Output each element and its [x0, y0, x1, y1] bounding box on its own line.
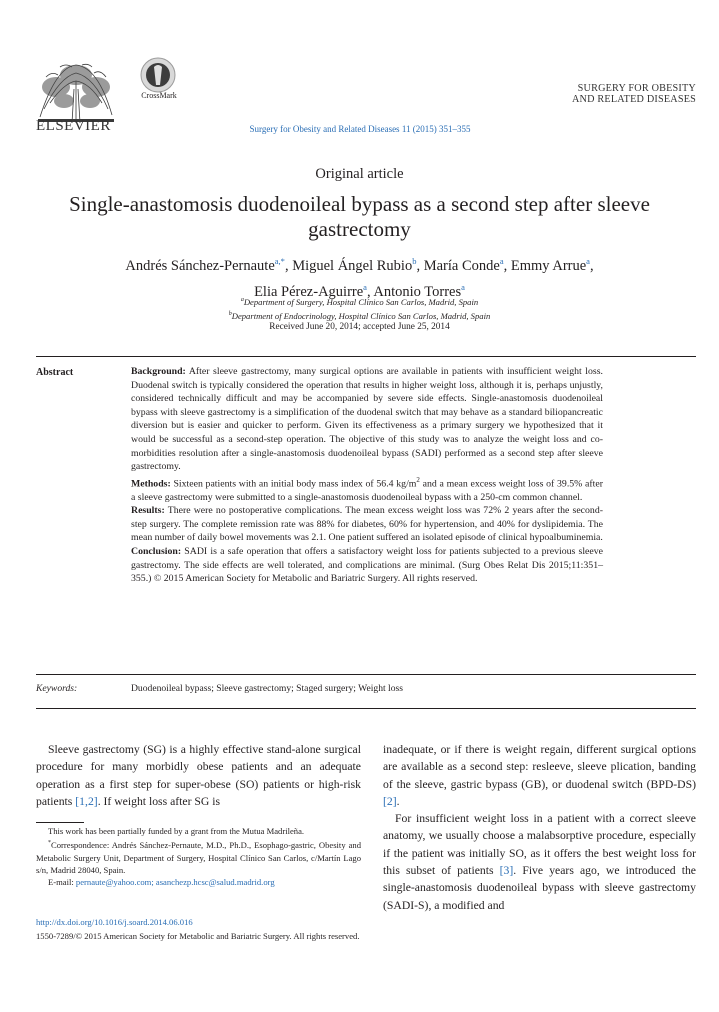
author-separator: ,	[416, 257, 424, 274]
author-name: Miguel Ángel Rubio	[292, 257, 413, 274]
body-paragraph	[383, 741, 696, 810]
reference-link[interactable]: [2]	[383, 794, 397, 808]
results-label: Results:	[131, 505, 165, 517]
background-label: Background:	[131, 366, 186, 377]
article-type: Original article	[315, 166, 404, 182]
body-text: . If weight loss after SG is	[97, 794, 221, 808]
correspondence-text: Correspondence: Andrés Sánchez-Pernaute, M.D., Ph.D., Esophago-gastric, Obesity and Metabolic Surgery Unit, Department of Surgery, Hospital Clínico San Carlos, c/Martín Lago s/n, Madrid 28040, Spain.	[36, 840, 361, 876]
brand-line-2: AND RELATED DISEASES	[572, 94, 696, 105]
author-affil-link[interactable]: a	[586, 256, 590, 266]
keywords-text: Duodenoileal bypass; Sleeve gastrectomy; Staged surgery; Weight loss	[131, 683, 403, 694]
footnotes	[36, 825, 361, 889]
affiliation-marker: a	[240, 297, 244, 303]
reference-link[interactable]: [3]	[499, 864, 514, 878]
funding-note: This work has been partially funded by a grant from the Mutua Madrileña.	[48, 826, 305, 836]
correspondence-marker: *	[48, 840, 51, 847]
results-text: There were no postoperative complications. The mean excess weight loss was 72% 2 years after the second-step surgery. The complete remission rate was 88% for diabetes, 60% for hypertension, and 40% for dyslipidemia. The mean number of daily bowel movements was 2.1. One patient suffered an isolated episode of clinical hypoalbuminemia.	[131, 505, 603, 544]
body-text: inadequate, or if there is weight regain, different surgical options are available as a second step: resleeve, sleeve plication, banding of the sleeve, gastric bypass (GB), or duodenal switch (BPD-DS)	[383, 743, 696, 791]
affiliations	[0, 294, 719, 322]
journal-citation-link[interactable]: Surgery for Obesity and Related Diseases 11 (2015) 351–355	[249, 124, 471, 134]
conclusion-text: SADI is a safe operation that offers a satisfactory weight loss for patients subjected to a previous sleeve gastrectomy. The side effects are well tolerated, and complications are minimal. (Surg Obes Relat Dis 2015;11:351–355.) © 2015 American Society for Metabolic and Bariatric Surgery. All rights reserved.	[131, 545, 603, 585]
email-link[interactable]: pernaute@yahoo.com; asanchezp.hcsc@salud.madrid.org	[75, 877, 275, 888]
affiliation-text: Department of Endocrinology, Hospital Clínico San Carlos, Madrid, Spain	[231, 310, 491, 321]
body-text: .	[396, 794, 400, 808]
abstract-label: Abstract	[36, 367, 74, 378]
author-name: Antonio Torres	[373, 283, 462, 300]
author-name: María Conde	[423, 257, 500, 274]
article-title: Single-anastomosis duodenoileal bypass as a second step after sleeve gastrectomy	[69, 192, 650, 241]
body-column-left	[36, 741, 361, 810]
body-paragraph	[383, 810, 696, 914]
abstract-background	[131, 365, 603, 474]
brand-line-1: SURGERY FOR OBESITY	[577, 83, 696, 94]
issn-copyright: 1550-7289/© 2015 American Society for Metabolic and Bariatric Surgery. All rights reserved.	[36, 931, 360, 941]
received-dates: Received June 20, 2014; accepted June 25, 2014	[269, 322, 450, 332]
doi-link[interactable]: http://dx.doi.org/10.1016/j.soard.2014.06.016	[36, 917, 193, 927]
body-column-right	[383, 741, 696, 914]
abstract-top-rule	[36, 356, 696, 357]
author-name: Elia Pérez-Aguirre	[254, 283, 364, 300]
keywords-bottom-rule	[36, 708, 696, 709]
email-note	[36, 876, 361, 888]
body-text: For insufficient weight loss in a patient with a correct sleeve anatomy, we usually choose a malabsorptive procedure, especially if the patient was initially SO, as it offers the best weight loss for this subset of patients	[383, 812, 696, 878]
journal-brand	[520, 83, 696, 105]
affiliation	[0, 308, 719, 322]
conclusion-label: Conclusion:	[131, 545, 182, 557]
background-text: After sleeve gastrectomy, many surgical options are available in patients with insufficient weight loss. Duodenal switch is typically considered the operation that results in higher weight loss, although it is, perhaps unjustly, considered technically difficult and may be accompanied by severe side effects. Single-anastomosis duodenoileal bypass with sleeve gastrectomy is a simplification of the duodenal switch that may behave as a standard biliopancreatic diversion but is easier and quicker to perform. Given its effectiveness as a primary surgery we hypothesized that it would be successful as a second-step operation. The objective of this study was to analyze the weight loss and co-morbidities resolution after a single-anastomosis duodenoileal bypass (SADI) performed as a second step after sleeve gastrectomy.	[131, 366, 603, 473]
author-name: Andrés Sánchez-Pernaute	[125, 257, 275, 274]
abstract-results	[131, 504, 603, 545]
publisher-name: ELSEVIER	[36, 118, 111, 134]
crossmark-label[interactable]: CrossMark	[141, 91, 177, 100]
author-affil-link[interactable]: b	[412, 256, 417, 266]
abstract-conclusion	[131, 545, 603, 586]
methods-label: Methods:	[131, 478, 171, 490]
body-paragraph	[36, 741, 361, 810]
author-affil-link[interactable]: a	[363, 281, 367, 292]
email-label: E-mail:	[48, 877, 76, 888]
methods-text: Sixteen patients with an initial body mass index of 56.4 kg/m	[173, 478, 417, 490]
author-separator: ,	[589, 257, 594, 274]
body-text: Sleeve gastrectomy (SG) is a highly effective stand-alone surgical procedure for many morbidly obese patients and an adequate operation as a first step for super-obese (SO) patients or high-risk patients	[36, 743, 361, 808]
methods-superscript: 2	[416, 475, 420, 484]
author-separator: ,	[503, 257, 511, 274]
keywords-top-rule	[36, 674, 696, 675]
methods-text-continued: and a mean excess weight loss of 39.5% after a sleeve gastrectomy were submitted to a single-anastomosis duodenoileal bypass with a 250-cm common channel.	[131, 478, 603, 503]
footnote-rule	[36, 822, 84, 823]
affiliation-marker: b	[228, 310, 232, 317]
author-affil-link[interactable]: a,*	[274, 256, 285, 266]
author-affil-link[interactable]: a	[461, 281, 465, 292]
reference-link[interactable]: [1,2]	[75, 794, 98, 808]
affiliation	[0, 294, 719, 308]
affiliation-text: Department of Surgery, Hospital Clínico San Carlos, Madrid, Spain	[243, 296, 479, 307]
author-separator: ,	[284, 257, 293, 274]
abstract-body	[131, 365, 603, 586]
body-text: . Five years ago, we introduced the single-anastomosis duodenoileal bypass with sleeve gastrectomy (SADI-S), a modified and	[383, 864, 696, 912]
author-separator: ,	[366, 283, 374, 300]
author-name: Emmy Arrue	[510, 257, 587, 274]
keywords-label: Keywords:	[36, 683, 78, 694]
author-affil-link[interactable]: a	[499, 256, 504, 266]
abstract-methods	[131, 474, 603, 504]
correspondence-note	[36, 837, 361, 876]
